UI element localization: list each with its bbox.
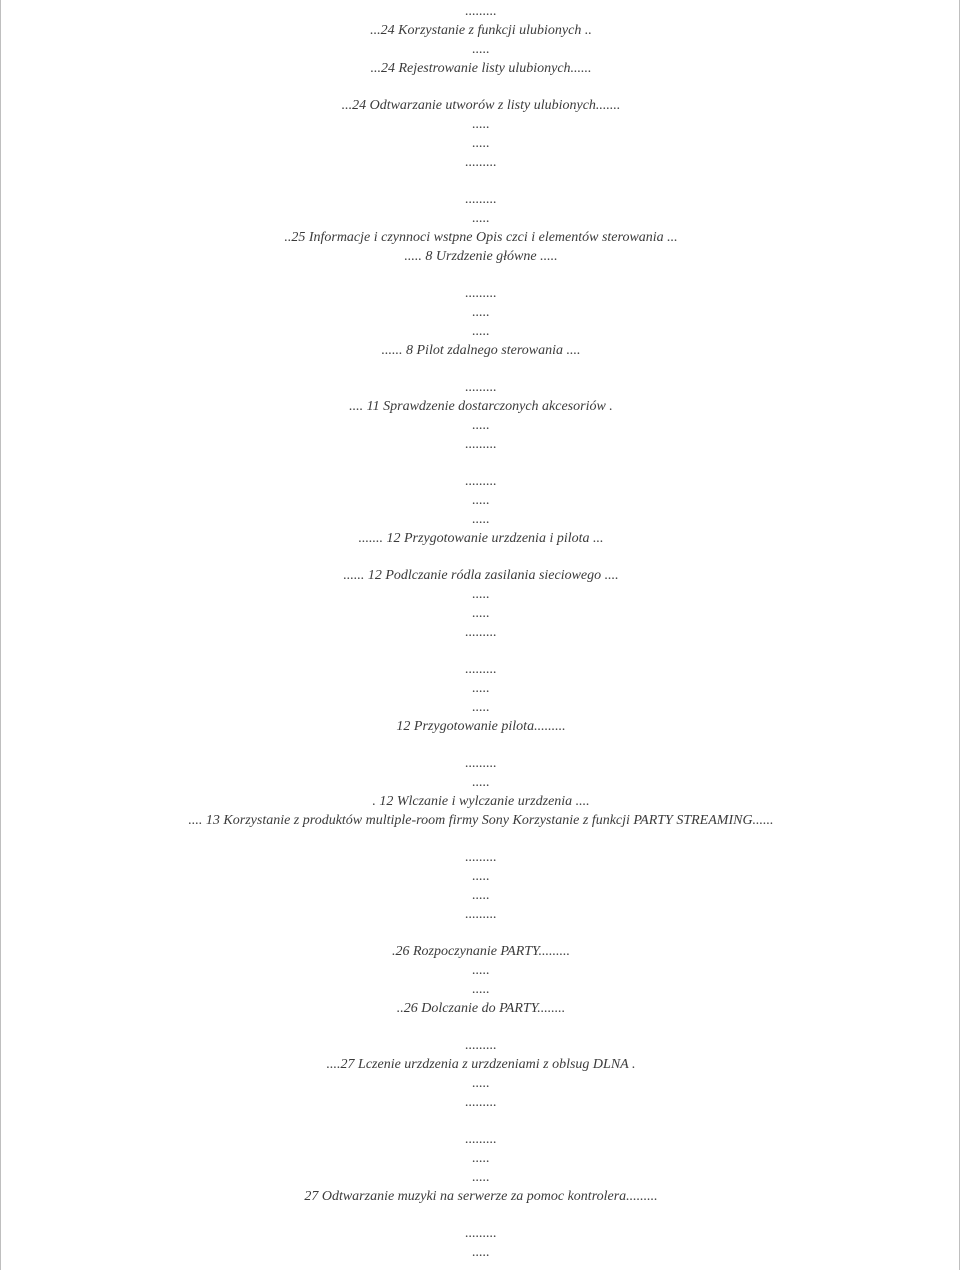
toc-line: ...24 Korzystanie z funkcji ulubionych .. xyxy=(370,23,592,38)
toc-line: ......... xyxy=(465,625,497,640)
toc-line: ....27 Lczenie urzdzenia z urzdzeniami z oblsug DLNA . xyxy=(326,1057,636,1072)
toc-line: ..... xyxy=(472,42,490,57)
toc-line: ..... xyxy=(472,982,490,997)
toc-line: ..... xyxy=(472,136,490,151)
toc-line: ....... 12 Przygotowanie urzdzenia i pilota ... xyxy=(358,531,604,546)
toc-line: ..... xyxy=(472,888,490,903)
toc-line: ......... xyxy=(465,437,497,452)
toc-line: ......... xyxy=(465,1132,497,1147)
toc-line: ..... xyxy=(472,700,490,715)
toc-line: 12 Przygotowanie pilota......... xyxy=(396,719,566,734)
toc-line: ..... xyxy=(472,305,490,320)
toc-line: ..... xyxy=(472,1076,490,1091)
toc-line: 27 Odtwarzanie muzyki na serwerze za pomoc kontrolera......... xyxy=(304,1189,658,1204)
toc-line: ..... xyxy=(472,1245,490,1260)
toc-line: ..... xyxy=(472,512,490,527)
toc-line: ..... 8 Urzdzenie główne ..... xyxy=(404,249,558,264)
toc-line: ..... xyxy=(472,681,490,696)
toc-line: ......... xyxy=(465,192,497,207)
toc-line: .26 Rozpoczynanie PARTY......... xyxy=(391,944,571,959)
toc-line: ..... xyxy=(472,963,490,978)
toc-line: ......... xyxy=(465,1095,497,1110)
toc-line: .... 11 Sprawdzenie dostarczonych akcesoriów . xyxy=(349,399,613,414)
toc-line: ..... xyxy=(472,869,490,884)
toc-line: ..... xyxy=(472,493,490,508)
toc-line: ......... xyxy=(465,850,497,865)
toc-line: ......... xyxy=(465,756,497,771)
toc-line: ..... xyxy=(472,324,490,339)
toc-line: ..... xyxy=(472,606,490,621)
toc-line: ...... 8 Pilot zdalnego sterowania .... xyxy=(381,343,581,358)
toc-line: . 12 Wlczanie i wylczanie urzdzenia .... xyxy=(372,794,590,809)
toc-line: ...... 12 Podlczanie ródla zasilania sieciowego .... xyxy=(343,568,619,583)
toc-line: ..... xyxy=(472,418,490,433)
toc-line: ..26 Dolczanie do PARTY........ xyxy=(396,1001,566,1016)
toc-line: .... 13 Korzystanie z produktów multiple-room firmy Sony Korzystanie z funkcji PARTY STREAMING...... xyxy=(188,813,774,828)
toc-line: ......... xyxy=(465,380,497,395)
toc-line: ..... xyxy=(472,775,490,790)
toc-line: ...24 Rejestrowanie listy ulubionych...... xyxy=(370,61,592,76)
toc-line: ......... xyxy=(465,662,497,677)
toc-line: ..... xyxy=(472,1170,490,1185)
toc-line: ......... xyxy=(465,1038,497,1053)
toc-line: ..... xyxy=(472,587,490,602)
toc-line: ...24 Odtwarzanie utworów z listy ulubionych....... xyxy=(341,98,621,113)
toc-line: ..25 Informacje i czynnoci wstpne Opis czci i elementów sterowania ... xyxy=(284,230,678,245)
toc-line: ..... xyxy=(472,117,490,132)
toc-line: ......... xyxy=(465,907,497,922)
toc-line: ..... xyxy=(472,211,490,226)
toc-line: ......... xyxy=(465,474,497,489)
toc-line: ......... xyxy=(465,155,497,170)
toc-line: ......... xyxy=(465,1226,497,1241)
toc-line: ..... xyxy=(472,1151,490,1166)
toc-line: ......... xyxy=(465,286,497,301)
toc-line: ......... xyxy=(465,4,497,19)
